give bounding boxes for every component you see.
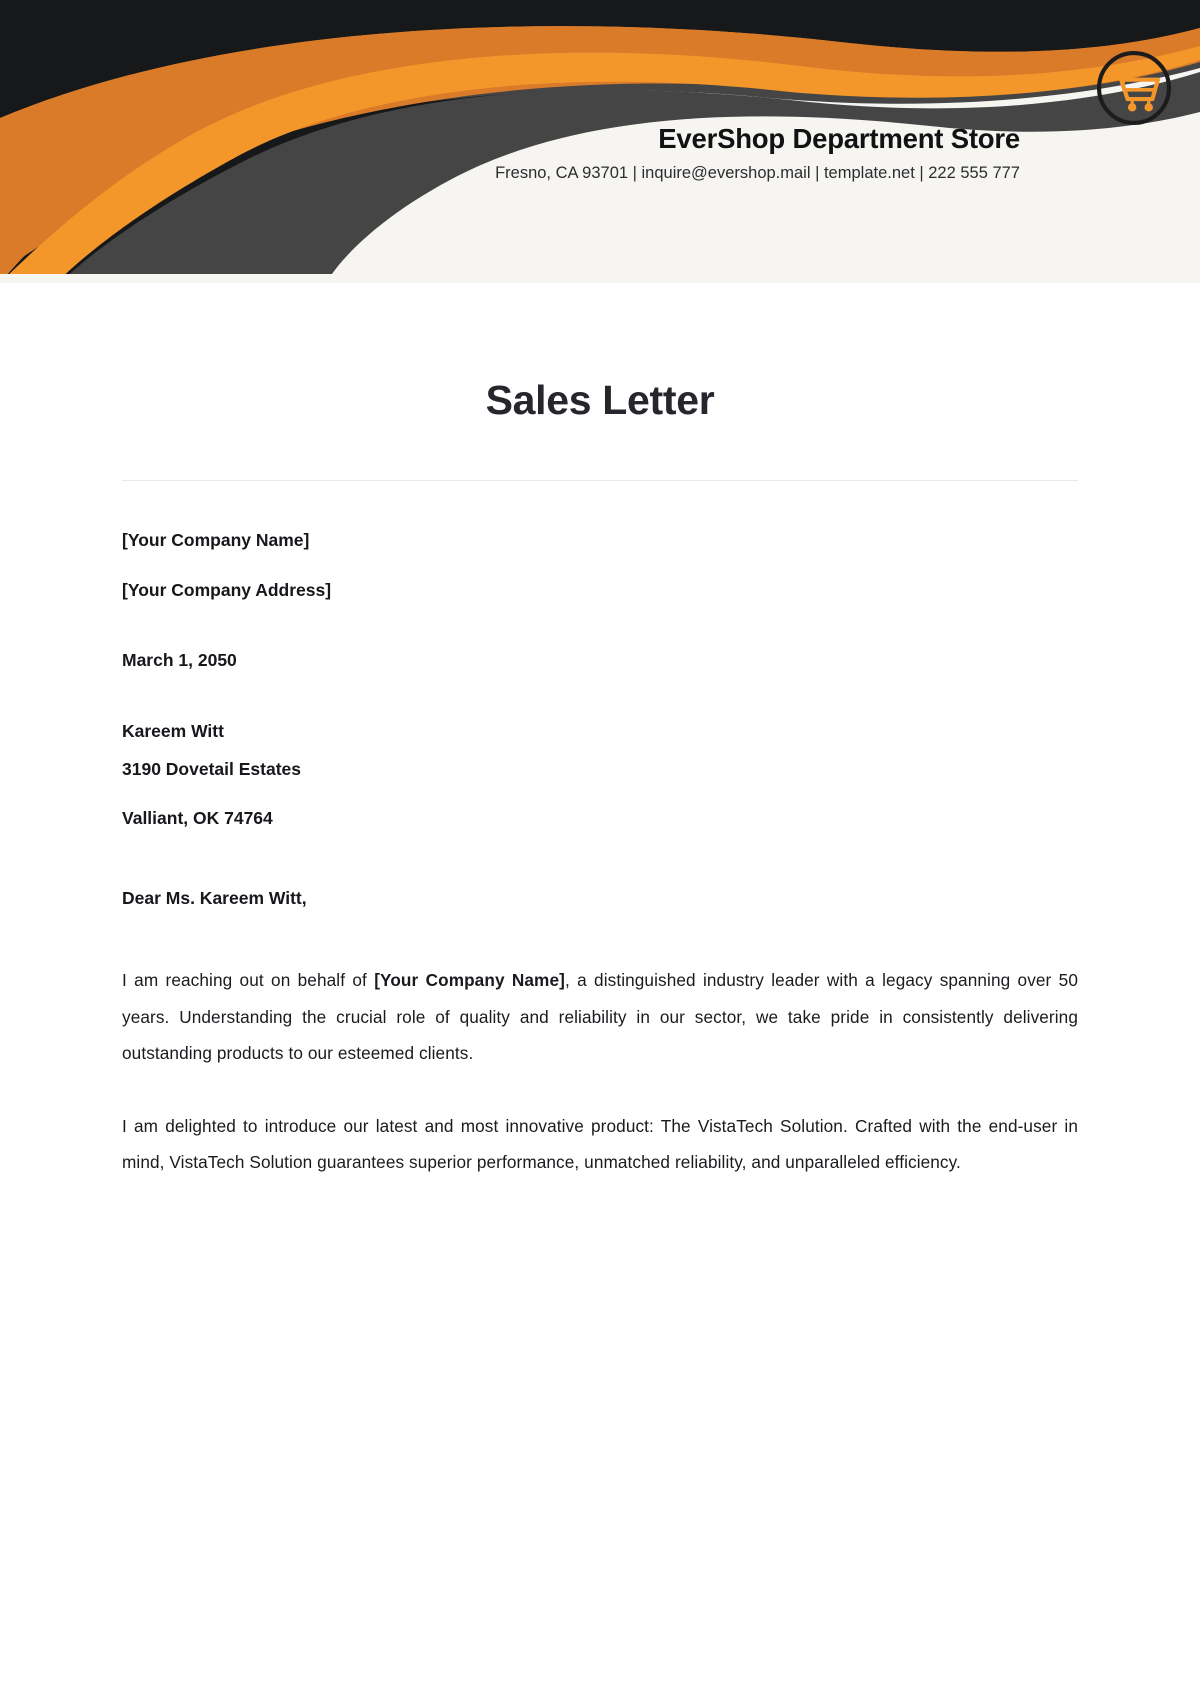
- page-title: Sales Letter: [485, 377, 715, 423]
- salutation: Dear Ms. Kareem Witt,: [122, 887, 307, 908]
- letter-date: March 1, 2050: [122, 650, 237, 671]
- brand-contact-line: Fresno, CA 93701 | inquire@evershop.mail | template.net | 222 555 777: [495, 164, 1020, 183]
- brand-name: EverShop Department Store: [658, 123, 1020, 154]
- sender-company-name: [Your Company Name]: [122, 530, 310, 550]
- paragraph-1: [122, 962, 1078, 1071]
- paragraph-2: [122, 1108, 1078, 1181]
- paragraph-2-lead: I am delighted to introduce our latest and most innovative product: The VistaTech Solution. Crafted with the end-user in mind, VistaTech Solution guarantees superior performance, unmatched reliability, and unparalleled efficiency.: [122, 1115, 1078, 1173]
- shopping-cart-icon: [1088, 42, 1180, 134]
- paragraph-1-bold: [Your Company Name]: [374, 970, 565, 991]
- brand-block: [460, 36, 1020, 185]
- sender-block: [122, 481, 1078, 602]
- sender-company-address: [Your Company Address]: [122, 579, 332, 600]
- paragraph-1-lead: I am reaching out on behalf of: [122, 970, 375, 991]
- page-header: [0, 0, 1200, 283]
- recipient-block: [122, 720, 1078, 831]
- recipient-name: Kareem Witt: [122, 720, 224, 741]
- banner-bottom-strip: [0, 274, 1200, 283]
- recipient-street: 3190 Dovetail Estates: [122, 758, 301, 779]
- paragraph-1-rest: , a distinguished industry leader with a legacy spanning over 50 years. Understanding the crucial role of quality and reliability in our sector, we take pride in consistently delivering outstanding products to our esteemed clients.: [122, 970, 1078, 1064]
- recipient-city-state-zip: Valliant, OK 74764: [122, 808, 273, 829]
- letter-body: [0, 283, 1200, 1181]
